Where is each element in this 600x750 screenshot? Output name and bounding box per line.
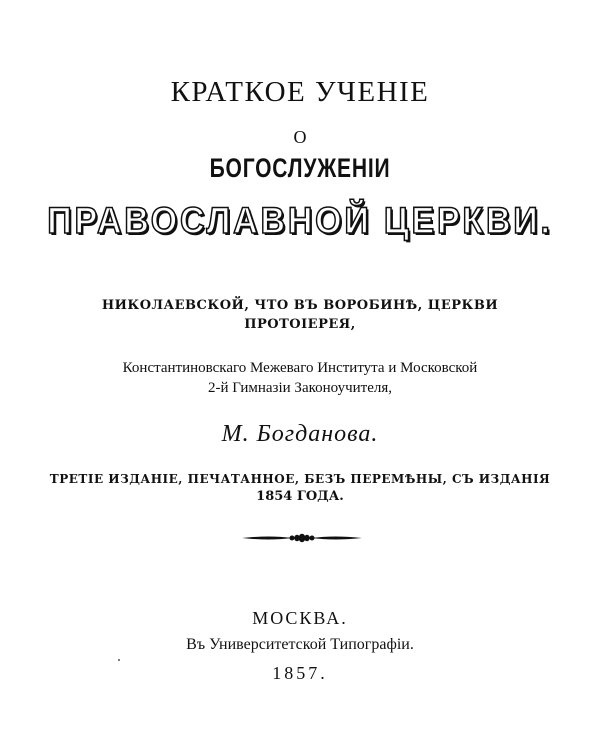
- author-name: М. Богданова.: [221, 421, 379, 447]
- edition-statement: ТРЕТІЕ ИЗДАНІЕ, ПЕЧАТАННОЕ, БЕЗЪ ПЕРЕМѢНЫ, СЪ ИЗДАНІЯ: [49, 472, 551, 486]
- author-gymnasium-line: 2-й Гимназіи Законоучителя,: [207, 380, 393, 396]
- title-line-about: О: [293, 127, 307, 147]
- ornament-divider: [240, 531, 364, 545]
- scan-speck: [118, 659, 120, 661]
- imprint-year: 1857.: [272, 663, 328, 683]
- author-church-line: НИКОЛАЕВСКОЙ, ЧТО ВЪ ВОРОБИНѢ, ЦЕРКВИ: [101, 298, 499, 313]
- author-rank-line: ПРОТОІЕРЕЯ,: [244, 317, 356, 332]
- imprint-city: МОСКВА.: [252, 608, 348, 628]
- imprint-press: Въ Университетской Типографіи.: [186, 636, 414, 653]
- title-line-orthodox-church: ПРАВОСЛАВНОЙ ЦЕРКВИ.: [47, 200, 553, 241]
- author-institute-line: Константиновскаго Межеваго Института и Московской: [122, 360, 478, 376]
- title-line-divine-service: БОГОСЛУЖЕНІИ: [209, 153, 391, 183]
- edition-year: 1854 ГОДА.: [256, 489, 344, 504]
- title-line-short-teaching: КРАТКОЕ УЧЕНІЕ: [170, 76, 430, 108]
